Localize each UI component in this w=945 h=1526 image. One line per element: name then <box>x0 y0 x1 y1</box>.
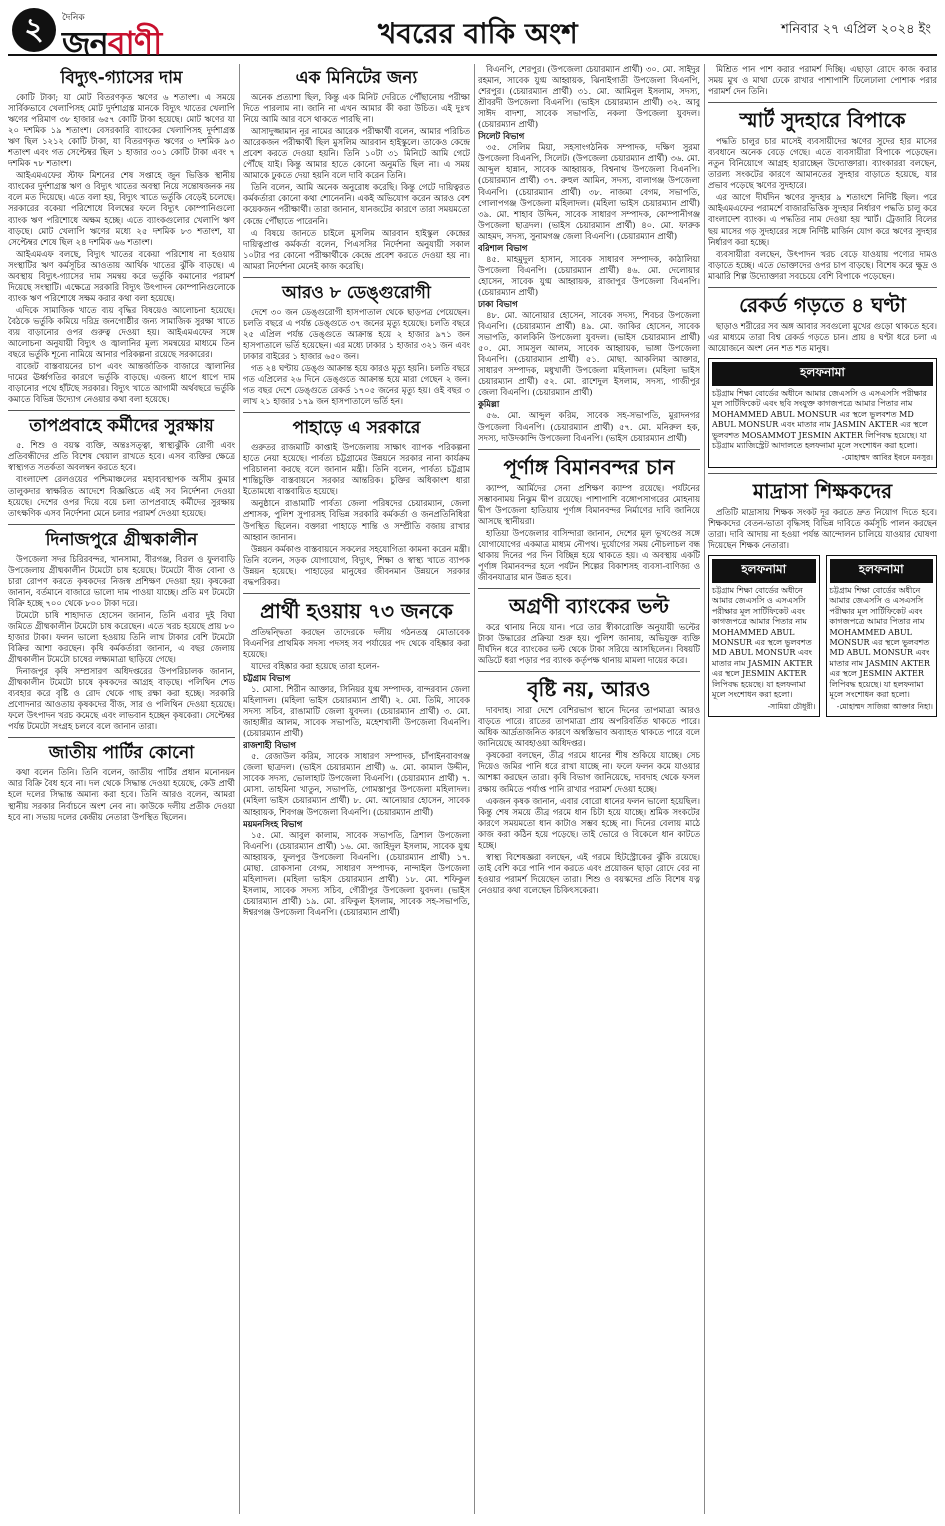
article-paragraph: ৫. শিশু ও বয়স্ক ব্যক্তি, অন্তঃসত্ত্বা, স্বাস্থ্যঝুঁকি রোগী এবং প্রতিবন্ধীদের প্রতি বিশেষ খেয়াল রাখতে হবে। এসব ব্যক্তির ক্ষেত্রে স্বাস্থ্যগত সতর্কতা অবলম্বন করতে হবে। <box>8 440 235 473</box>
headline-smart-interest: স্মার্ট সুদহারে বিপাকে <box>739 108 906 133</box>
article-paragraph: অনেক প্রত্যাশা ছিল, কিন্তু এক মিনিট দেরিতে পৌঁছানোয় পরীক্ষা দিতে পারলাম না। জানি না এখন আমার কী করা উচিত। এই দুঃখ নিয়ে আমি আর বসে থাকতে পারছি না। <box>243 92 470 125</box>
divider <box>8 524 235 525</box>
divider <box>708 287 937 288</box>
divider <box>8 410 235 411</box>
column-divider <box>704 64 705 1514</box>
headline-agrani-bank-vault: অগ্রণী ব্যাংকের ভল্ট <box>509 594 669 619</box>
article-paragraph: ৪৮. মো. আনোয়ার হোসেন, সাবেক সদস্য, শিবচর উপজেলা বিএনপি। (চেয়ারম্যান প্রার্থী) ৪৯. মো. জাকির হোসেন, সাবেক সভাপতি, কালকিনি উপজেলা যুবদল। (ভাইস চেয়ারম্যান প্রার্থী) ৫০. মো. সামসুল আলম, সাবেক আহ্বায়ক, ভাঙ্গা উপজেলা বিএনপি। (চেয়ারম্যান প্রার্থী) ৫১. মোছা. আকলিমা আক্তার, সাধারণ সম্পাদক, মধুখালী উপজেলা মহিলাদল। (মহিলা ভাইস চেয়ারম্যান প্রার্থী) ৫২. মো. রাশেদুল ইসলাম, সদস্য, গাজীপুর জেলা বিএনপি। (চেয়ারম্যান প্রার্থী) <box>478 310 700 398</box>
newspaper-logo: জনবাণী <box>62 24 162 62</box>
column-divider <box>474 64 475 1514</box>
article-paragraph: ৪৫. মাহমুদুল হাসান, সাবেক সাধারণ সম্পাদক, কাঠালিয়া উপজেলা বিএনপি। (চেয়ারম্যান প্রার্থী) ৪৬. মো. দেলোয়ার হোসেন, সাবেক যুগ্ম আহ্বায়ক, রাজাপুর উপজেলা বিএনপি। (চেয়ারম্যান প্রার্থী) <box>478 253 700 297</box>
logo-prefix: দৈনিক <box>62 13 85 23</box>
column-3 <box>478 64 700 1514</box>
affidavit-notice <box>708 555 820 717</box>
divider <box>708 102 937 103</box>
article-paragraph: গুরুতর রাজমাটি কাপ্তাই উপজেলায় সাক্ষাৎ ব্যাপক পরিকল্পনা হাতে নেয়া হয়েছে। পার্বত্য চট্টগ্রামের উন্নয়নে সরকার নানা কার্যক্রম পরিচালনা করছে বলে জানান মন্ত্রী। তিনি বলেন, পার্বত্য চট্টগ্রাম শান্তিচুক্তি বাস্তবায়নে সরকার আন্তরিক। চুক্তির অধিকাংশ ধারা ইতোমধ্যে বাস্তবায়িত হয়েছে। <box>243 442 470 497</box>
affidavit-notice <box>708 358 937 468</box>
article-paragraph: ৫৬. মো. আব্দুল করিম, সাবেক সহ-সভাপতি, মুরাদনগর উপজেলা বিএনপি। (চেয়ারম্যান প্রার্থী) ৫৭. মো. মনিরুল হক, সদস্য, দাউদকান্দি উপজেলা বিএনপি। (ভাইস চেয়ারম্যান প্রার্থী) <box>478 410 700 443</box>
subheading-division: ঢাকা বিভাগ <box>478 298 518 309</box>
notice-title: হলফনামা <box>830 559 934 583</box>
divider <box>243 593 470 594</box>
article-paragraph: ছাড়াও শরীরের সব অঙ্গ আবার সবগুলো মুখের গুড়ো থাকতে হবে। এর মাধ্যমে তারা বিশ্ব রেকর্ড গড়তে চান। প্রায় ৪ ঘণ্টা ধরে চলা এ আয়োজনে অংশ নেন শত শত মানুষ। <box>708 320 937 353</box>
article-paragraph: যাদের বহিষ্কার করা হয়েছে তারা হলেন- <box>251 660 380 671</box>
column-1 <box>8 64 235 1514</box>
divider <box>243 277 470 278</box>
article-paragraph: ব্যবসায়ীরা বলছেন, উৎপাদন খরচ বেড়ে যাওয়ায় পণ্যের দামও বাড়াতে হচ্ছে। এতে ভোক্তাদের ওপর চাপ বাড়ছে। বিশেষ করে ক্ষুদ্র ও মাঝারি শিল্প উদ্যোক্তারা সবচেয়ে বেশি বিপাকে পড়েছেন। <box>708 248 937 281</box>
headline-airport: পূর্ণাঙ্গ বিমানবন্দর চান <box>503 454 675 479</box>
subheading-division: রাজশাহী বিভাগ <box>243 740 296 751</box>
subheading-division: চট্টগ্রাম বিভাগ <box>243 672 291 683</box>
article-paragraph: হাতিয়া উপজেলার বাসিন্দারা জানান, দেশের মূল ভূখণ্ডের সঙ্গে যোগাযোগের একমাত্র মাধ্যম নৌপথ। দুর্যোগের সময় নৌচলাচল বন্ধ থাকায় দিনের পর দিন বিচ্ছিন্ন হয়ে থাকতে হয়। এ অবস্থায় একটি পূর্ণাঙ্গ বিমানবন্দর হলে পর্যটন শিল্পের বিকাশসহ ব্যবসা-বাণিজ্য ও জীবনযাত্রার মান উন্নত হবে। <box>478 527 700 582</box>
article-paragraph: তিনি বলেন, আমি অনেক অনুরোধ করেছি। কিন্তু গেটে দায়িত্বরত কর্মকর্তারা কোনো কথা শোনেননি। একই অভিযোগ করেন আরও বেশ কয়েকজন পরীক্ষার্থী। তারা জানান, যানজটের কারণে তারা সময়মতো কেন্দ্রে পৌঁছাতে পারেননি। <box>243 182 470 226</box>
headline-one-minute: এক মিনিটের জন্য <box>295 68 418 88</box>
article-paragraph: প্রতিটি মাদ্রাসায় শিক্ষক সংকট দূর করতে দ্রুত নিয়োগ দিতে হবে। শিক্ষকদের বেতন-ভাতা বৃদ্ধিসহ বিভিন্ন দাবিতে কর্মসূচি পালন করছেন তারা। দাবি আদায় না হওয়া পর্যন্ত আন্দোলন চালিয়ে যাওয়ার ঘোষণা দিয়েছেন শিক্ষক নেতারা। <box>708 506 937 550</box>
headline-jatiya-party: জাতীয় পার্টির কোনো <box>48 743 195 764</box>
article-paragraph: স্বাস্থ্য বিশেষজ্ঞরা বলছেন, এই গরমে হিটস্ট্রোকের ঝুঁকি রয়েছে। তাই বেশি করে পানি পান করতে এবং প্রয়োজন ছাড়া রোদে বের না হওয়ার পরামর্শ দিয়েছেন তারা। শিশু ও বয়স্কদের প্রতি বিশেষ যত্ন নেওয়ার কথা বলেছেন চিকিৎসকেরা। <box>478 851 700 895</box>
article-paragraph: কৃষকেরা বলছেন, তীব্র গরমে ধানের শীষ শুকিয়ে যাচ্ছে। সেচ দিয়েও জমির পানি ধরে রাখা যাচ্ছে না। ফলে ফলন কমে যাওয়ার আশঙ্কা করছেন তারা। কৃষি বিভাগ জানিয়েছে, দাবদাহ থেকে ফসল রক্ষায় জমিতে পর্যাপ্ত পানি রাখার পরামর্শ দেওয়া হচ্ছে। <box>478 750 700 794</box>
notice-title: হলফনামা <box>712 362 933 386</box>
article-paragraph: পদ্ধতি চালুর চার মাসেই ব্যবসায়ীদের ঋণের সুদের হার মাসের ব্যবধানে অনেক বেড়ে গেছে। এতে ব্যবসায়ীরা বিপাকে পড়েছেন। নতুন বিনিয়োগে আগ্রহ হারাচ্ছেন উদ্যোক্তারা। ব্যাংকাররা বলছেন, তারল্য সংকটের কারণে আমানতের সুদহার বাড়াতে হয়েছে, যার প্রভাব পড়েছে ঋণের সুদহারে। <box>708 136 937 191</box>
page-number: ২ <box>12 8 56 52</box>
headline-no-rain: বৃষ্টি নয়, আরও <box>527 677 651 702</box>
notice-body: চট্টগ্রাম শিক্ষা বোর্ডের অধীনে আমার জেএসসি ও এসএসসি পরীক্ষার মূল সার্টিফিকেট এবং কাগজপত্রে আমার পিতার নাম MOHAMMED ABUL MONSUR এর স্থলে ভুলবশত MD ABUL MONSUR এবং মাতার নাম JASMIN AKTER এর স্থলে JESMIN AKTER লিপিবদ্ধ হয়েছে। যা হলফনামা মূলে সংশোধন করা হলো। <box>829 585 930 699</box>
headline-record-4-hours: রেকর্ড গড়তে ৪ ঘণ্টা <box>739 292 906 317</box>
headline-73-candidates: প্রার্থী হওয়ায় ৭৩ জনকে <box>260 598 453 623</box>
article-paragraph: ক্যাম্প, আর্মিদের সেনা প্রশিক্ষণ ক্যাম্প রয়েছে। পর্যটনের সম্ভাবনাময় নিঝুম দ্বীপ রয়েছে। পাশাপাশি বঙ্গোপসাগরের মোহনায় দ্বীপ উপজেলা হাতিয়ায় পূর্ণাঙ্গ বিমানবন্দর নির্মাণের দাবি জানিয়ে আসছে স্থানীয়রা। <box>478 482 700 526</box>
article-paragraph: বাংলাদেশ রেলওয়ের পশ্চিমাঞ্চলের মহাব্যবস্থাপক অসীম কুমার তালুকদার স্বাক্ষরিত আদেশে বিজ্ঞপ্তিতে এই সব নির্দেশনা দেওয়া হয়েছে। দেশের ওপর দিয়ে বয়ে চলা তাপপ্রবাহে কর্মীদের সুরক্ষায় তাৎক্ষণিক এসব নির্দেশনা মেনে চলার পরামর্শ দেওয়া হয়েছে। <box>8 474 235 518</box>
article-paragraph: উপজেলা সদর চিরিরবন্দর, খানসামা, বীরগঞ্জ, বিরল ও ফুলবাড়ি উপজেলায় গ্রীষ্মকালীন টমেটো চাষ হয়েছে। টমেটো বীজ বোনা ও চারা রোপণ করতে কৃষকদের নিজস্ব প্রশিক্ষণ দেওয়া হয়। কৃষকেরা জানান, বর্তমানে বাজারে ভালো দাম পাওয়া যাচ্ছে। প্রতি মণ টমেটো বিক্রি হচ্ছে ৭০০ থেকে ৮০০ টাকা দরে। <box>8 553 235 608</box>
notice-signature: -মোহাম্মদ আবির ইবনে মনসুর। <box>842 453 933 463</box>
article-paragraph: দিনাজপুর কৃষি সম্প্রসারণ অধিদপ্তরের উপপরিচালক জানান, গ্রীষ্মকালীন টমেটো চাষে কৃষকদের আগ্রহ বাড়ছে। পলিথিন শেড ব্যবহার করে বৃষ্টি ও রোদ থেকে গাছ রক্ষা করা হচ্ছে। সরকারি প্রণোদনার আওতায় কৃষকদের বীজ, সার ও পলিথিন দেওয়া হয়েছে। ফলে উৎপাদন খরচ কমেছে এবং লাভবান হচ্ছেন কৃষকেরা। সেপ্টেম্বর পর্যন্ত টমেটো সংগ্রহ চলবে বলে জানান তারা। <box>8 666 235 732</box>
divider <box>478 449 700 450</box>
article-paragraph: ৩৫. সেলিম মিয়া, সহসাংগঠনিক সম্পাদক, দক্ষিণ সুরমা উপজেলা বিএনপি, সিলেট। (উপজেলা চেয়ারম্যান প্রার্থী) ৩৬. মো. আব্দুল হান্নান, সাবেক আহ্বায়ক, বিশ্বনাথ উপজেলা বিএনপি। (চেয়ারম্যান প্রার্থী) ৩৭. রুহুল আমিন, সদস্য, বালাগঞ্জ উপজেলা বিএনপি। (চেয়ারম্যান প্রার্থী) ৩৮. নাজমা বেগম, সভাপতি, গোলাপগঞ্জ উপজেলা মহিলাদল। (মহিলা ভাইস চেয়ারম্যান প্রার্থী) ৩৯. মো. শাহাব উদ্দিন, সাবেক সাধারণ সম্পাদক, কোম্পানীগঞ্জ উপজেলা ছাত্রদল। (ভাইস চেয়ারম্যান প্রার্থী) ৪০. মো. ফারুক আহমদ, সদস্য, সুনামগঞ্জ জেলা বিএনপি। (চেয়ারম্যান প্রার্থী) <box>478 142 700 241</box>
divider <box>8 737 235 738</box>
article-paragraph: দেশে ৩০ জন ডেঙ্গুরোগী হাসপাতাল থেকে ছাড়পত্র পেয়েছেন। চলতি বছরে এ পর্যন্ত ডেঙ্গুতে ৩৭ জনের মৃত্যু হয়েছে। চলতি বছরে ২৫ এপ্রিল পর্যন্ত ডেঙ্গুতে আক্রান্ত হয়ে ২ হাজার ৯৭১ জন হাসপাতালে ভর্তি হয়েছেন। এর মধ্যে ঢাকার ১ হাজার ৩২১ জন এবং ঢাকার বাইরের ১ হাজার ৬৫০ জন। <box>243 306 470 361</box>
notice-signature: -সামিয়া চৌধুরী। <box>767 702 816 712</box>
divider <box>243 412 470 413</box>
subheading-division: ময়মনসিংহ বিভাগ <box>243 818 303 829</box>
divider <box>478 588 700 589</box>
article-paragraph: এর আগে দীর্ঘদিন ঋণের সুদহার ৯ শতাংশে নির্দিষ্ট ছিল। পরে আইএমএফের পরামর্শে বাজারভিত্তিক সুদহার নির্ধারণ পদ্ধতি চালু করে বাংলাদেশ ব্যাংক। এ পদ্ধতির নাম দেওয়া হয় স্মার্ট। ট্রেজারি বিলের ছয় মাসের গড় সুদহারের সঙ্গে নির্দিষ্ট মার্জিন যোগ করে ঋণের সুদহার নির্ধারণ করা হচ্ছে। <box>708 192 937 247</box>
column-divider <box>239 64 240 1514</box>
article-paragraph: বিএনপি, শেরপুর। (উপজেলা চেয়ারম্যান প্রার্থী) ৩০. মো. সাইদুর রহমান, সাবেক যুগ্ম আহ্বায়ক, ঝিনাইগাতী উপজেলা বিএনপি, শেরপুর। (চেয়ারম্যান প্রার্থী) ৩১. মো. আমিনুল ইসলাম, সদস্য, শ্রীবরদী উপজেলা বিএনপি। (ভাইস চেয়ারম্যান প্রার্থী) ৩২. আবু সাঈদ বাদশা, সাবেক সভাপতি, নকলা উপজেলা যুবদল। (চেয়ারম্যান প্রার্থী) <box>478 64 700 130</box>
subheading-division: সিলেট বিভাগ <box>478 131 525 142</box>
article-paragraph: টমেটো চাষি শাহাদাত হোসেন জানান, তিনি এবার দুই বিঘা জমিতে গ্রীষ্মকালীন টমেটো চাষ করেছেন। এতে খরচ হয়েছে প্রায় ৮০ হাজার টাকা। ফলন ভালো হওয়ায় তিনি লাখ টাকার বেশি টমেটো বিক্রির আশা করছেন। কৃষি কর্মকর্তারা জানান, এ বছর জেলায় গ্রীষ্মকালীন টমেটো চাষের লক্ষ্যমাত্রা ছাড়িয়ে গেছে। <box>8 609 235 665</box>
article-paragraph: ৫. রেজাউল করিম, সাবেক সাধারণ সম্পাদক, চাঁপাইনবাবগঞ্জ জেলা ছাত্রদল। (ভাইস চেয়ারম্যান প্রার্থী) ৬. মো. কামাল উদ্দীন, সাবেক সদস্য, ভোলাহাট উপজেলা বিএনপি। (চেয়ারম্যান প্রার্থী) ৭. মোসা. তাহমিনা খাতুন, সভাপতি, গোমস্তাপুর উপজেলা মহিলাদল। (মহিলা ভাইস চেয়ারম্যান প্রার্থী) ৮. মো. আনোয়ার হোসেন, সাবেক আহ্বায়ক, শিবগঞ্জ উপজেলা বিএনপি। (চেয়ারম্যান প্রার্থী) <box>243 751 470 817</box>
divider <box>708 473 937 474</box>
issue-date: শনিবার ২৭ এপ্রিল ২০২৪ ইং <box>781 22 931 37</box>
article-paragraph: প্রতিদ্বন্দ্বিতা করছেন তাদেরকে দলীয় গঠনতন্ত্র মোতাবেক বিএনপির প্রাথমিক সদস্য পদসহ সব পর্যায়ের পদ থেকে বহিষ্কার করা হয়েছে। <box>243 626 470 659</box>
article-paragraph: করে থানায় নিয়ে যান। পরে তার স্বীকারোক্তি অনুযায়ী ভল্টের টাকা উদ্ধারের প্রক্রিয়া শুরু হয়। পুলিশ জানায়, অভিযুক্ত ব্যক্তি দীর্ঘদিন ধরে ব্যাংকের ভল্ট থেকে টাকা সরিয়ে আসছিলেন। বিষয়টি অডিটে ধরা পড়ার পর ব্যাংক কর্তৃপক্ষ থানায় মামলা দায়ের করে। <box>478 622 700 666</box>
article-paragraph: আসাদুজ্জামান নূর নামের আরেক পরীক্ষার্থী বলেন, আমার পরিচিত আরেকজন পরীক্ষার্থী ছিল মুসলিম আরবান হাইস্কুলে। তাকেও কেন্দ্রে প্রবেশ করতে দেওয়া হয়নি। তিনি ১০টা ৩১ মিনিটে আমি গেটে পৌঁছে যাই। কিন্তু আমার হাতে কোনো অনুমতি ছিল না। এ সময় আমাকে ঢুকতে দেয়া হয়নি বলে দাবি করেন তিনি। <box>243 126 470 181</box>
headline-hills-government: পাহাড়ে এ সরকারে <box>292 418 421 439</box>
article-paragraph: কোটি টাকা; যা মোট বিতরণকৃত ঋণের ৬ শতাংশ। এ সময়ে সার্বিকভাবে খেলাপিসহ মোট দুর্দশাগ্রস্ত মানকে বিদ্যুৎ খাতের খেলাপি ঋণের পরিমাণ ৩৮ হাজার ৬৫৭ কোটি টাকা হয়েছে। মোট ঋণের যা ২০ দশমিক ১৯ শতাংশ। বেসরকারি ব্যাংকের খেলাপিসহ দুর্দশাগ্রস্ত ঋণ ছিল ১২১২ কোটি টাকা, যা বিতরণকৃত ঋণের ৩ দশমিক ৯৩ শতাংশ এবং গত সেপ্টেম্বর ছিল ১ হাজার ৩০১ কোটি টাকা এবং ৭ দশমিক ৭৮ শতাংশ। <box>8 92 235 169</box>
notice-signature: -মোহাম্মদ সাজিয়া আক্তার নিহা। <box>836 702 933 712</box>
article-paragraph: উন্নয়ন কর্মকাণ্ড বাস্তবায়নে সকলের সহযোগিতা কামনা করেন মন্ত্রী। তিনি বলেন, সড়ক যোগাযোগ, বিদ্যুৎ, শিক্ষা ও স্বাস্থ্য খাতে ব্যাপক উন্নয়ন হয়েছে। পাহাড়ের মানুষের জীবনমান উন্নয়নে সরকার বদ্ধপরিকর। <box>243 543 470 587</box>
article-paragraph: ১. মোসা. শিরীন আক্তার, সিনিয়র যুগ্ম সম্পাদক, বান্দরবান জেলা মহিলাদল। (মহিলা ভাইস চেয়ারম্যান প্রার্থী) ২. মো. তিমি, সাবেক সদস্য সচিব, রাঙামাটি জেলা যুবদল। (চেয়ারম্যান প্রার্থী) ৩. মো. জাহাঙ্গীর আলম, সাবেক সভাপতি, মহেশখালী উপজেলা বিএনপি। (চেয়ারম্যান প্রার্থী) <box>243 684 470 739</box>
headline-electricity-gas: বিদ্যুৎ-গ্যাসের দাম <box>60 68 183 88</box>
article-paragraph: আইএমএফের স্টাফ মিশনের শেষ সপ্তাহে জুন ভিত্তিক স্থানীয় ব্যাংকের দুর্দশাগ্রস্ত ঋণ ও বিদ্যুৎ খাতের অবস্থা নিয়ে সন্তোষজনক নয় বলে মত দিয়েছে। এতে বলা হয়, বিদ্যুৎ খাতে ভর্তুকি বেড়েই চলেছে। সরকারের বকেয়া পরিশোধে বিলম্বের ফলে বিদ্যুৎ কোম্পানিগুলো ব্যাংক ঋণ পরিশোধে অক্ষম হচ্ছে। এতে ব্যাংকগুলোর খেলাপি ঋণ বাড়ছে। মোট খেলাপি ঋণের মধ্যে ২৫ দশমিক ৮৩ শতাংশ, যা সেপ্টেম্বর শেষে ছিল ২৪ দশমিক ৬৬ শতাংশ। <box>8 170 235 247</box>
masthead <box>8 4 937 62</box>
headline-heatwave-workers: তাপপ্রবাহে কর্মীদের সুরক্ষায় <box>29 416 214 437</box>
article-paragraph: কথা বলেন তিনি। তিনি বলেন, জাতীয় পার্টির প্রধান মনোনয়ন আর বিক্রি বৈধ হবে না। দল থেকে সিদ্ধান্ত দেওয়া হয়েছে, কেউ প্রার্থী হলে দলের সিদ্ধান্ত অমান্য করা হবে। তিনি আরও বলেন, আমরা স্থানীয় সরকার নির্বাচনে অংশ নেব না। কাউকে দলীয় প্রতীক দেওয়া হবে না। সভায় দলের কেন্দ্রীয় নেতারা উপস্থিত ছিলেন। <box>8 767 235 822</box>
subheading-division: কুমিল্লা <box>478 399 500 410</box>
notice-body: চট্টগ্রাম শিক্ষা বোর্ডের অধীনে আমার জেএসসি ও এসএসসি পরীক্ষার মূল সার্টিফিকেট এবং কাগজপত্রে আমার পিতার নাম MOHAMMED ABUL MONSUR এর স্থলে ভুলবশত MD ABUL MONSUR এবং মাতার নাম JASMIN AKTER এর স্থলে JESMIN AKTER লিপিবদ্ধ হয়েছে। যা হলফনামা মূলে সংশোধন করা হলো। <box>712 585 813 699</box>
article-paragraph: এ বিষয়ে জানতে চাইলে মুসলিম আরবান হাইস্কুল কেন্দ্রের দায়িত্বপ্রাপ্ত কর্মকর্তা বলেন, পিএসসির নির্দেশনা অনুযায়ী সকাল ১০টার পর কোনো পরীক্ষার্থীকে কেন্দ্রে প্রবেশ করতে দেওয়া হয় না। আমরা নির্দেশনা মেনেই কাজ করেছি। <box>243 227 470 271</box>
article-paragraph: মিশ্রিত পান পাশ করার পরামর্শ দিচ্ছি। এছাড়া রোদে কাজ করার সময় মুখ ও মাথা ঢেকে রাখার পাশাপাশি ঢিলেঢালা পোশাক পরার পরামর্শ দেন তিনি। <box>708 64 937 97</box>
article-paragraph: বাজেট বাস্তবায়নের চাপ এবং আন্তর্জাতিক বাজারে জ্বালানির দামের ঊর্ধ্বগতির কারণে ভর্তুকি বাড়ছে। এজন্য ধাপে ধাপে দাম বাড়ানোর পথে হাঁটছে সরকার। বিদ্যুৎ খাতে আগামী অর্থবছরে ভর্তুকি কমাতে বিভিন্ন উদ্যোগ নেওয়ার কথা বলা হয়েছে। <box>8 361 235 405</box>
section-title: খবরের বাকি অংশ <box>378 17 578 50</box>
subheading-division: বরিশাল বিভাগ <box>478 242 528 253</box>
article-paragraph: অনুষ্ঠানে রাঙামাটি পার্বত্য জেলা পরিষদের চেয়ারম্যান, জেলা প্রশাসক, পুলিশ সুপারসহ বিভিন্ন সরকারি কর্মকর্তা ও জনপ্রতিনিধিরা উপস্থিত ছিলেন। বক্তারা পাহাড়ে শান্তি ও সম্প্রীতি বজায় রাখার আহ্বান জানান। <box>243 498 470 542</box>
notice-body: চট্টগ্রাম শিক্ষা বোর্ডের অধীনে আমার জেএসসি ও এসএসসি পরীক্ষার মূল সার্টিফিকেট এবং ছবি সংযুক্ত কাগজপত্রে আমার পিতার নাম MOHAMMED ABUL MONSUR এর স্থলে ভুলবশত MD ABUL MONSUR এবং মাতার নাম JASMIN AKTER এর স্থলে ভুলবশত MOSAMMOT JESMIN AKTER লিপিবদ্ধ হয়েছে। যা চট্টগ্রাম ম্যাজিস্ট্রেট আদালতে হলফনামা মূলে সংশোধন করা হলো। <box>712 388 928 450</box>
article-paragraph: গত ২৪ ঘণ্টায় ডেঙ্গু আক্রান্ত হয়ে কারও মৃত্যু হয়নি। চলতি বছরে গত এপ্রিলের ২৬ দিনে ডেঙ্গুতে আক্রান্ত হয়ে মারা গেছেন ২ জন। গত বছর দেশে ডেঙ্গুতে রেকর্ড ১৭০৫ জনের মৃত্যু হয়। ওই বছর ৩ লাখ ২১ হাজার ১৭৯ জন হাসপাতালে ভর্তি হন। <box>243 362 470 407</box>
article-paragraph: ১৫. মো. আবুল কালাম, সাবেক সভাপতি, ত্রিশাল উপজেলা বিএনপি। (চেয়ারম্যান প্রার্থী) ১৬. মো. জাহিদুল ইসলাম, সাবেক যুগ্ম আহ্বায়ক, ফুলপুর উপজেলা বিএনপি। (চেয়ারম্যান প্রার্থী) ১৭. মোছা. রোকসানা বেগম, সাধারণ সম্পাদক, নান্দাইল উপজেলা মহিলাদল। (মহিলা ভাইস চেয়ারম্যান প্রার্থী) ১৮. মো. শফিকুল ইসলাম, সাবেক সদস্য সচিব, গৌরীপুর উপজেলা যুবদল। (ভাইস চেয়ারম্যান প্রার্থী) ১৯. মো. রফিকুল ইসলাম, সাবেক সহ-সভাপতি, ঈশ্বরগঞ্জ উপজেলা বিএনপি। (চেয়ারম্যান প্রার্থী) <box>243 829 470 917</box>
article-paragraph: একজন কৃষক জানান, এবার বোরো ধানের ফলন ভালো হয়েছিল। কিন্তু শেষ সময়ে তীব্র গরমে ধান চিটা হয়ে যাচ্ছে। শ্রমিক সংকটের কারণে সময়মতো ধান কাটাও সম্ভব হচ্ছে না। দিনের বেলায় মাঠে কাজ করা কঠিন হয়ে পড়েছে। তাই ভোরে ও বিকেলে ধান কাটতে হচ্ছে। <box>478 795 700 850</box>
headline-dengue: আরও ৮ ডেঙ্গুরোগী <box>282 282 431 303</box>
headline-madrasa-teachers: মাদ্রাসা শিক্ষকদের <box>752 478 893 503</box>
article-paragraph: দাবদাহ। সারা দেশে বেশিরভাগ স্থানে দিনের তাপমাত্রা আরও বাড়তে পারে। রাতের তাপমাত্রা প্রায় অপরিবর্তিত থাকতে পারে। অধিক আর্দ্রতাজনিত কারণে অস্বস্তিভাব অব্যাহত থাকতে পারে বলে জানিয়েছে আবহাওয়া অধিদপ্তর। <box>478 705 700 749</box>
column-4 <box>708 64 937 1514</box>
article-paragraph: এদিকে সামাজিক খাতে ব্যয় বৃদ্ধির বিষয়েও আলোচনা হয়েছে। বৈঠকে ভর্তুকি কমিয়ে দরিদ্র জনগোষ্ঠীর জন্য সামাজিক সুরক্ষা খাতে ব্যয় বাড়ানোর ওপর গুরুত্ব দেওয়া হয়। আইএমএফের সঙ্গে আলোচনা অনুযায়ী বিদ্যুৎ ও জ্বালানির মূল্য সমন্বয়ের মাধ্যমে তিন বছরে ভর্তুকি শূন্যে নামিয়ে আনার পরিকল্পনা রয়েছে সরকারের। <box>8 304 235 360</box>
headline-dinajpur-summer: দিনাজপুরে গ্রীষ্মকালীন <box>45 529 198 550</box>
divider <box>478 671 700 672</box>
notice-title: হলফনামা <box>712 559 816 583</box>
article-paragraph: আইএমএফ বলছে, বিদ্যুৎ খাতের বকেয়া পরিশোধ না হওয়ায় সংস্থাটির ঋণ কর্মসূচির আওতায় আর্থিক খাতের ঝুঁকি বাড়ছে। এ অবস্থায় বিদ্যুৎ-গ্যাসের দাম সমন্বয় করে ভর্তুকি কমানোর পরামর্শ দিয়েছে সংস্থাটি। এক্ষেত্রে সরকারি বিদ্যুৎ উৎপাদন কোম্পানিগুলোকে ব্যাংক ঋণ পরিশোধে সক্ষম করার কথা বলা হয়েছে। <box>8 248 235 303</box>
affidavit-notices-row <box>708 555 937 717</box>
column-2 <box>243 64 470 1514</box>
affidavit-notice <box>826 555 938 717</box>
